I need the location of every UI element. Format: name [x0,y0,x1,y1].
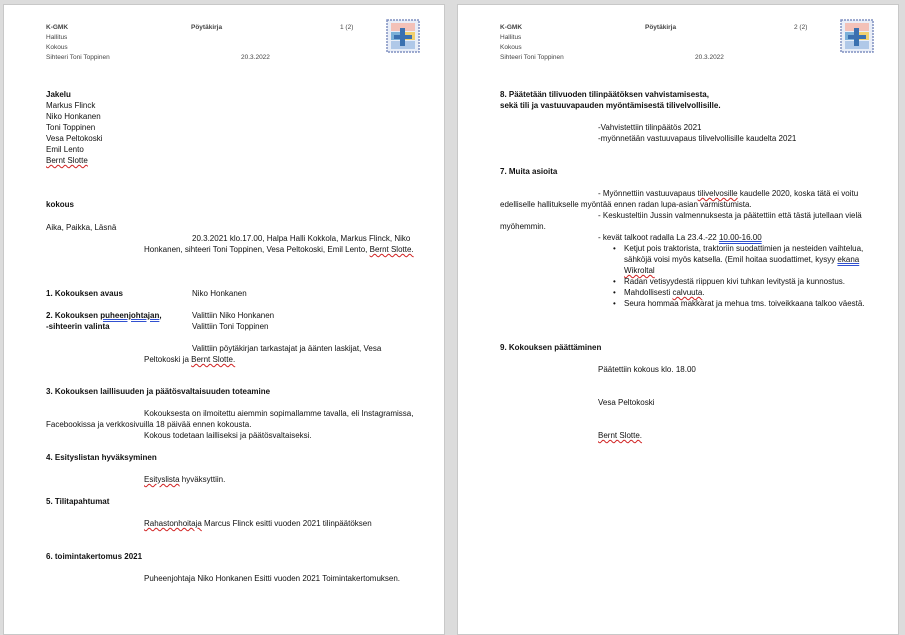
header-date: 20.3.2022 [695,54,724,61]
club-emblem-icon [840,19,874,53]
header-secretary: Sihteeri Toni Toppinen [46,54,110,61]
list-item: • Ketjut pois traktorista, traktoriin suodattimien ja nesteiden vaihtelua, [624,243,863,254]
header-page-number: 1 (2) [340,24,354,31]
section-9-title: 9. Kokouksen päättäminen [500,343,602,352]
distribution-item: Vesa Peltokoski [46,134,103,143]
section-7-paragraph: - Keskusteltiin Jussin valmennuksesta ja päätettiin että tästä jutellaan vielä [598,211,862,220]
distribution-item: Bernt Slotte [46,156,88,165]
header-org: K-GMK [500,24,523,31]
section-2-inspectors: Valittiin pöytäkirjan tarkastajat ja äänten laskijat, Vesa [192,344,382,353]
time-place-label: Aika, Paikka, Läsnä [46,223,117,232]
section-7-paragraph: edelliselle hallitukselle myöntää ennen radan lupa-asian varmistumista. [500,200,752,209]
section-3-text: Kokouksesta on ilmoitettu aiemmin sopimallamme tavalla, eli Instagramissa, [144,409,414,418]
header-org: K-GMK [46,24,69,31]
distribution-item: Toni Toppinen [46,123,96,132]
section-7-paragraph: - kevät talkoot radalla La 23.4.-22 10.00-16.00 [598,233,762,242]
distribution-item: Emil Lento [46,145,84,154]
section-7-paragraph: myöhemmin. [500,222,546,231]
header-doc-type: Pöytäkirja [645,24,677,31]
section-4-title: 4. Esityslistan hyväksyminen [46,453,157,462]
section-2-chair: Valittiin Niko Honkanen [192,311,275,320]
list-item: • Radan vetisyydestä riippuen kivi tuhkan levitystä ja kunnostus. [624,276,845,287]
section-8-title: 8. Päätetään tilivuoden tilinpäätöksen vahvistamisesta, [500,90,709,99]
section-2-title: 2. Kokouksen puheenjohtajan, [46,311,162,320]
section-9-text: Päätettiin kokous klo. 18.00 [598,365,696,374]
club-emblem-icon [386,19,420,53]
meeting-heading: kokous [46,200,75,209]
section-1-title: 1. Kokouksen avaus [46,289,123,298]
section-6-title: 6. toimintakertomus 2021 [46,552,143,561]
list-item-continuation: sähköjä voisi myös katsella. (Emil hoitaa suodattimet, kysyy ekana [624,255,860,264]
section-3-text: Kokous todetaan lailliseksi ja päätösvaltaiseksi. [144,431,312,440]
section-4-text: Esityslista hyväksyttiin. [144,475,226,484]
distribution-title: Jakelu [46,90,71,99]
section-7-title: 7. Muita asioita [500,167,558,176]
section-2-title-line2: -sihteerin valinta [46,322,110,331]
header-secretary: Sihteeri Toni Toppinen [500,54,564,61]
header-board: Hallitus [46,34,68,41]
list-item: • Seura hommaa makkarat ja mehua tms. toiveikkaana talkoo väestä. [624,298,865,309]
section-1-value: Niko Honkanen [192,289,247,298]
signature-name: Bernt Slotte. [598,431,643,440]
distribution-item: Niko Honkanen [46,112,101,121]
section-2-secretary: Valittiin Toni Toppinen [192,322,269,331]
section-6-text: Puheenjohtaja Niko Honkanen Esitti vuoden 2021 Toimintakertomuksen. [144,574,401,583]
document-page-2 [457,4,899,635]
section-3-title: 3. Kokouksen laillisuuden ja päätösvaltaisuuden toteamine [46,387,271,396]
header-meeting: Kokous [46,44,68,51]
header-date: 20.3.2022 [241,54,270,61]
list-item-continuation: Wikroltal [624,266,655,275]
section-5-title: 5. Tilitapahtumat [46,497,110,506]
section-3-text: Facebookissa ja verkkosivuilla 18 päivää ennen kokousta. [46,420,252,429]
section-5-text: Rahastonhoitaja Marcus Flinck esitti vuoden 2021 tilinpäätöksen [144,519,372,528]
header-board: Hallitus [500,34,522,41]
header-page-number: 2 (2) [794,24,808,31]
header-meeting: Kokous [500,44,522,51]
time-place-line: 20.3.2021 klo.17.00, Halpa Halli Kokkola, Markus Flinck, Niko [192,234,411,243]
time-place-line: Honkanen, sihteeri Toni Toppinen, Vesa Peltokoski, Emil Lento, Bernt Slotte. [144,245,414,254]
section-8-item: -myönnetään vastuuvapaus tilivelvollisille kaudelta 2021 [598,134,797,143]
section-7-paragraph: - Myönnettiin vastuuvapaus tilivelvosille kaudelle 2020, koska tätä ei voitu [598,189,859,198]
distribution-item: Markus Flinck [46,101,96,110]
list-item: • Mahdollisesti calvuuta. [624,287,705,298]
signature-name: Vesa Peltokoski [598,398,655,407]
section-8-title-line2: sekä tili ja vastuuvapauden myöntämisestä tilivelvollisille. [500,101,721,110]
document-page-1 [3,4,445,635]
header-doc-type: Pöytäkirja [191,24,223,31]
section-8-item: -Vahvistettiin tilinpäätös 2021 [598,123,702,132]
section-2-inspectors-line2: Peltokoski ja Bernt Slotte. [144,355,236,364]
